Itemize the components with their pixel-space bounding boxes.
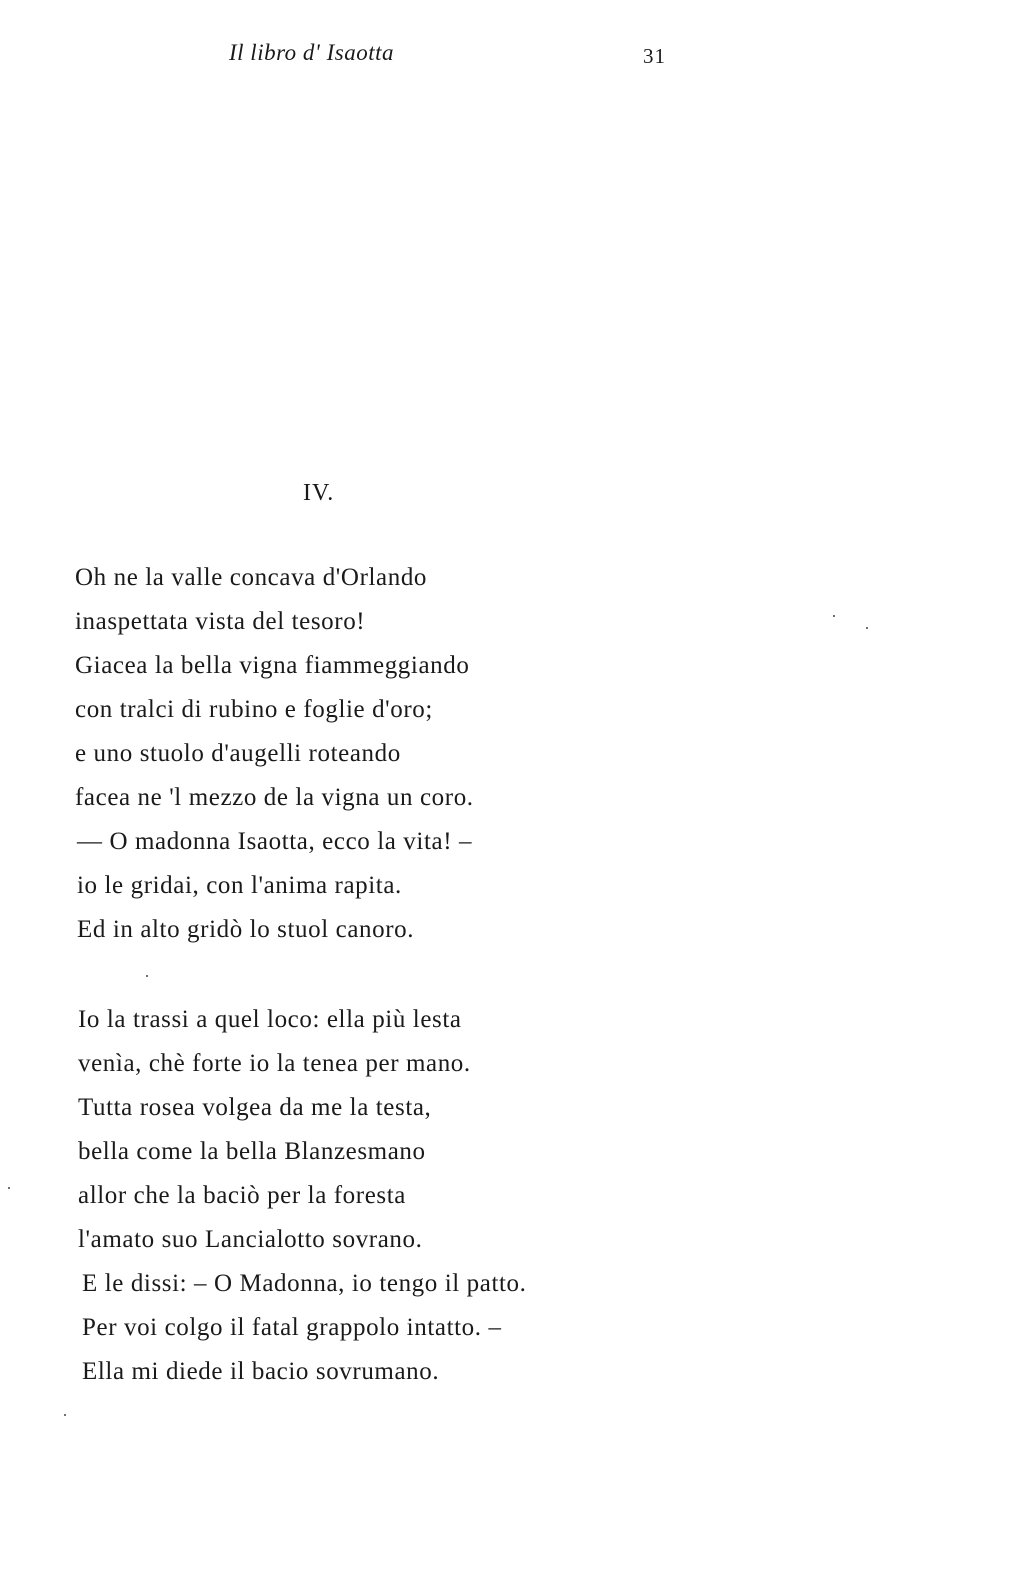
verse-line: E le dissi: – O Madonna, io tengo il patto. <box>82 1270 527 1297</box>
scan-speck <box>866 627 868 629</box>
verse-line: Per voi colgo il fatal grappolo intatto. – <box>82 1314 502 1341</box>
verse-line: Oh ne la valle concava d'Orlando <box>75 564 428 591</box>
verse-line: bella come la bella Blanzesmano <box>78 1138 426 1165</box>
scan-speck <box>146 975 148 977</box>
verse-line: e uno stuolo d'augelli roteando <box>75 740 401 767</box>
section-number: IV. <box>303 480 335 506</box>
scan-speck <box>8 1187 10 1189</box>
scan-speck <box>64 1414 66 1416</box>
verse-line: con tralci di rubino e foglie d'oro; <box>75 696 433 723</box>
verse-line: Io la trassi a quel loco: ella più lesta <box>78 1006 462 1033</box>
verse-line: Giacea la bella vigna fiammeggiando <box>75 652 470 679</box>
scan-speck <box>833 615 835 617</box>
verse-line: venìa, chè forte io la tenea per mano. <box>78 1050 471 1077</box>
verse-line: inaspettata vista del tesoro! <box>75 608 366 635</box>
verse-line: l'amato suo Lancialotto sovrano. <box>78 1226 423 1253</box>
stanza-1 <box>75 556 474 952</box>
verse-line: io le gridai, con l'anima rapita. <box>77 872 402 899</box>
verse-line: — O madonna Isaotta, ecco la vita! – <box>77 828 473 855</box>
stanza-2 <box>78 998 527 1394</box>
verse-line: allor che la baciò per la foresta <box>78 1182 406 1209</box>
page-number: 31 <box>643 44 666 68</box>
verse-line: Ed in alto gridò lo stuol canoro. <box>77 916 415 943</box>
verse-line: facea ne 'l mezzo de la vigna un coro. <box>75 784 474 811</box>
running-title: Il libro d' Isaotta <box>229 40 394 65</box>
verse-line: Tutta rosea volgea da me la testa, <box>78 1094 432 1121</box>
verse-line: Ella mi diede il bacio sovrumano. <box>82 1358 440 1385</box>
